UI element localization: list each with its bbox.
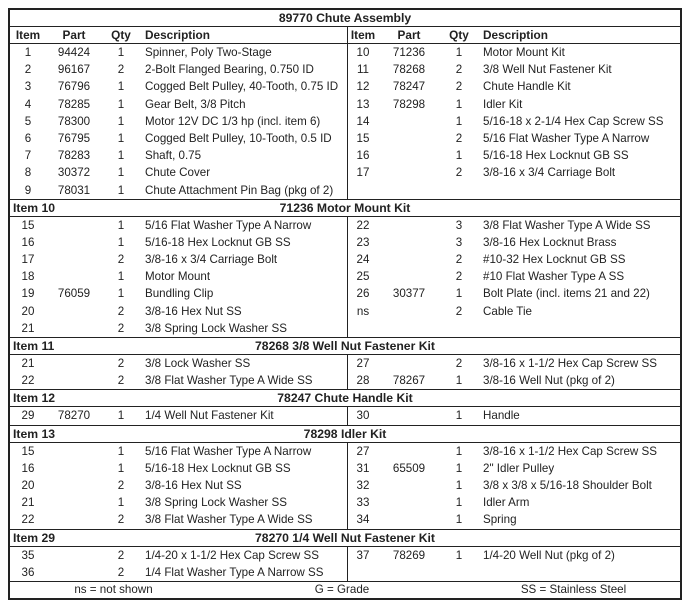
- cell-part: [46, 355, 102, 372]
- cell-item: 17: [21, 253, 35, 267]
- column-header-description: Description: [483, 28, 548, 42]
- cell-part: 30372: [57, 166, 91, 180]
- cell-description: 2-Bolt Flanged Bearing, 0.750 ID: [145, 63, 314, 77]
- table-row: [10, 96, 347, 113]
- section-item-label: Item 10: [13, 200, 56, 215]
- table-row: [348, 44, 679, 61]
- cell-qty: 2: [455, 166, 463, 180]
- cell-qty: 1: [455, 478, 463, 492]
- table-row: [10, 234, 347, 251]
- cell-item: 18: [21, 270, 35, 284]
- cell-item: 8: [24, 166, 32, 180]
- left-column: [10, 44, 348, 199]
- table-row: [10, 372, 347, 389]
- cell-item: 34: [356, 513, 370, 527]
- table-row: [10, 44, 347, 61]
- cell-item: 37: [356, 548, 370, 562]
- cell-part: [378, 113, 440, 130]
- cell-qty: 1: [455, 149, 463, 163]
- cell-description: 1/4 Well Nut Fastener Kit: [145, 409, 274, 423]
- cell-part: 65509: [392, 461, 426, 475]
- cell-part: [378, 147, 440, 164]
- cell-description: Cable Tie: [483, 304, 532, 318]
- cell-qty: 2: [117, 374, 125, 388]
- cell-part: 30377: [392, 287, 426, 301]
- section-item-label: Item 29: [13, 530, 56, 545]
- cell-item: 22: [356, 218, 370, 232]
- table-row: [348, 477, 679, 494]
- cell-part: [378, 268, 440, 285]
- section-body: [10, 547, 680, 582]
- cell-description: 3/8 Flat Washer Type A Wide SS: [145, 513, 313, 527]
- table-row: [348, 547, 679, 564]
- cell-item: 30: [356, 409, 370, 423]
- cell-item: 2: [24, 63, 32, 77]
- section-body: [10, 407, 680, 425]
- cell-qty: 1: [117, 114, 125, 128]
- cell-part: [46, 477, 102, 494]
- cell-qty: 1: [117, 270, 125, 284]
- cell-item: 22: [21, 513, 35, 527]
- cell-item: 16: [21, 461, 35, 475]
- cell-qty: 1: [117, 409, 125, 423]
- cell-description: 3/8-16 x 3/4 Carriage Bolt: [483, 166, 616, 180]
- cell-part: [46, 268, 102, 285]
- cell-description: Idler Arm: [483, 496, 530, 510]
- legend-ns: ns = not shown: [74, 582, 153, 596]
- cell-part: [378, 303, 440, 320]
- section-title: 89770 Chute Assembly: [278, 11, 412, 25]
- cell-qty: 1: [455, 513, 463, 527]
- cell-description: 5/16 Flat Washer Type A Narrow: [145, 218, 312, 232]
- cell-description: 3/8-16 Well Nut (pkg of 2): [483, 374, 615, 388]
- column-header-qty: Qty: [449, 28, 469, 42]
- table-row: [10, 303, 347, 320]
- cell-part: [46, 372, 102, 389]
- cell-description: 3/8-16 Hex Nut SS: [145, 304, 242, 318]
- cell-part: [46, 564, 102, 581]
- table-row: [10, 547, 347, 564]
- cell-description: Motor Mount: [145, 270, 211, 284]
- cell-part: [378, 494, 440, 511]
- cell-part: 76796: [57, 80, 91, 94]
- cell-qty: 1: [455, 496, 463, 510]
- table-row: [348, 217, 679, 234]
- table-row: [10, 477, 347, 494]
- section-title: 78298 Idler Kit: [303, 426, 387, 441]
- cell-part: 96167: [57, 63, 91, 77]
- cell-item: 19: [21, 287, 35, 301]
- cell-item: 12: [356, 80, 370, 94]
- section-title: 71236 Motor Mount Kit: [279, 200, 411, 215]
- cell-item: 14: [356, 114, 370, 128]
- table-row: [348, 96, 679, 113]
- cell-item: 16: [356, 149, 370, 163]
- section-header: [10, 10, 680, 27]
- cell-part: [46, 494, 102, 511]
- table-row: [348, 372, 679, 389]
- cell-part: [378, 407, 440, 424]
- cell-qty: 1: [117, 218, 125, 232]
- column-header-part: Part: [62, 28, 86, 42]
- left-column: [10, 443, 348, 529]
- cell-part: [378, 234, 440, 251]
- cell-description: 1/4-20 x 1-1/2 Hex Cap Screw SS: [145, 548, 319, 562]
- cell-part: [46, 443, 102, 460]
- cell-part: 76059: [57, 287, 91, 301]
- table-row: [10, 147, 347, 164]
- cell-description: Idler Kit: [483, 97, 523, 111]
- table-row: [10, 251, 347, 268]
- cell-item: 21: [21, 321, 35, 335]
- cell-qty: 3: [455, 218, 463, 232]
- cell-qty: 2: [455, 80, 463, 94]
- section-body: [10, 44, 680, 200]
- table-row: [348, 113, 679, 130]
- cell-part: 78247: [392, 80, 426, 94]
- column-header-group: [10, 27, 348, 43]
- cell-description: 5/16-18 Hex Locknut GB SS: [145, 235, 291, 249]
- cell-description: 3/8-16 x 1-1/2 Hex Cap Screw SS: [483, 444, 657, 458]
- cell-qty: 1: [117, 80, 125, 94]
- cell-description: Motor Mount Kit: [483, 46, 565, 59]
- cell-qty: 1: [455, 409, 463, 423]
- column-header-group: [348, 27, 679, 43]
- cell-qty: 1: [117, 444, 125, 458]
- cell-qty: 2: [455, 357, 463, 370]
- table-row: [10, 564, 347, 581]
- cell-item: 23: [356, 235, 370, 249]
- table-row: [10, 460, 347, 477]
- section-title: 78270 1/4 Well Nut Fastener Kit: [255, 530, 435, 545]
- right-column: [348, 217, 679, 337]
- cell-description: 3/8 Spring Lock Washer SS: [145, 496, 287, 510]
- cell-part: [378, 130, 440, 147]
- cell-description: 2" Idler Pulley: [483, 461, 555, 475]
- table-row: [10, 61, 347, 78]
- cell-description: 5/16 Flat Washer Type A Narrow: [145, 444, 312, 458]
- cell-item: 20: [21, 478, 35, 492]
- section-header: [10, 530, 680, 547]
- cell-qty: 1: [455, 97, 463, 111]
- cell-item: 20: [21, 304, 35, 318]
- legend-footer: [10, 582, 680, 598]
- table-row: [10, 494, 347, 511]
- cell-part: [46, 460, 102, 477]
- table-row: [10, 182, 347, 199]
- cell-qty: 1: [117, 166, 125, 180]
- table-row: [348, 130, 679, 147]
- cell-qty: 1: [117, 97, 125, 111]
- section-header: [10, 338, 680, 355]
- cell-item: 16: [21, 235, 35, 249]
- cell-item: 10: [356, 46, 370, 59]
- cell-description: Bundling Clip: [145, 287, 214, 301]
- column-header-item: Item: [15, 28, 41, 42]
- table-row: [10, 320, 347, 337]
- cell-item: 31: [356, 461, 370, 475]
- cell-part: [378, 443, 440, 460]
- right-column: [348, 44, 679, 199]
- table-row: [10, 443, 347, 460]
- cell-part: 78270: [57, 409, 91, 423]
- section-body: [10, 355, 680, 390]
- cell-qty: 1: [455, 548, 463, 562]
- cell-item: 27: [356, 357, 370, 370]
- cell-part: [46, 251, 102, 268]
- table-row: [348, 355, 679, 372]
- cell-part: [46, 217, 102, 234]
- cell-description: Bolt Plate (incl. items 21 and 22): [483, 287, 650, 301]
- cell-description: Chute Cover: [145, 166, 211, 180]
- section-header: [10, 390, 680, 407]
- cell-qty: 1: [117, 496, 125, 510]
- cell-item: 3: [24, 80, 32, 94]
- cell-item: 27: [356, 444, 370, 458]
- left-column: [10, 547, 348, 581]
- section-item-label: Item 11: [13, 339, 55, 353]
- cell-qty: 2: [117, 565, 125, 579]
- cell-item: 35: [21, 548, 35, 562]
- cell-description: 1/4 Flat Washer Type A Narrow SS: [145, 565, 324, 579]
- table-row: [10, 130, 347, 147]
- cell-item: 36: [21, 565, 35, 579]
- section-body: [10, 443, 680, 530]
- cell-qty: 1: [117, 131, 125, 145]
- cell-qty: 2: [117, 513, 125, 527]
- table-row: [348, 511, 679, 528]
- cell-description: 3/8-16 Hex Locknut Brass: [483, 235, 617, 249]
- cell-qty: 2: [117, 304, 125, 318]
- cell-part: 78269: [392, 548, 426, 562]
- cell-qty: 2: [117, 478, 125, 492]
- column-header-description: Description: [145, 28, 210, 42]
- table-row: [348, 251, 679, 268]
- cell-description: 3/8 Well Nut Fastener Kit: [483, 63, 612, 77]
- cell-part: 78298: [392, 97, 426, 111]
- section-item-label: Item 12: [13, 391, 56, 406]
- table-row: [348, 303, 679, 320]
- cell-qty: 2: [455, 63, 463, 77]
- section-body: [10, 217, 680, 338]
- cell-item: 1: [24, 46, 32, 59]
- cell-description: 3/8 Flat Washer Type A Wide SS: [145, 374, 313, 388]
- cell-item: 26: [356, 287, 370, 301]
- cell-qty: 1: [455, 114, 463, 128]
- table-row: [348, 285, 679, 302]
- cell-part: [46, 234, 102, 251]
- cell-item: 25: [356, 270, 370, 284]
- table-row: [10, 78, 347, 95]
- cell-qty: 2: [117, 253, 125, 267]
- parts-table: [8, 8, 682, 600]
- cell-item: 33: [356, 496, 370, 510]
- cell-part: [378, 355, 440, 372]
- cell-qty: 2: [455, 270, 463, 284]
- cell-qty: 1: [455, 46, 463, 59]
- cell-item: 4: [24, 97, 32, 111]
- table-row: [10, 285, 347, 302]
- table-row: [10, 511, 347, 528]
- cell-item: 11: [356, 63, 370, 77]
- cell-description: Cogged Belt Pulley, 10-Tooth, 0.5 ID: [145, 131, 332, 145]
- cell-description: 5/16-18 Hex Locknut GB SS: [145, 461, 291, 475]
- cell-part: [46, 320, 102, 337]
- cell-description: 3/8 Lock Washer SS: [145, 357, 251, 370]
- cell-part: [378, 511, 440, 528]
- table-row: [348, 268, 679, 285]
- cell-item: 28: [356, 374, 370, 388]
- cell-item: 24: [356, 253, 370, 267]
- cell-item: 17: [356, 166, 370, 180]
- cell-qty: 1: [117, 149, 125, 163]
- cell-qty: 1: [455, 461, 463, 475]
- column-headers: [10, 27, 680, 44]
- column-header-qty: Qty: [111, 28, 131, 42]
- cell-item: 13: [356, 97, 370, 111]
- cell-qty: 3: [455, 235, 463, 249]
- cell-item: 15: [21, 444, 35, 458]
- cell-qty: 1: [117, 183, 125, 197]
- cell-qty: 2: [117, 321, 125, 335]
- cell-part: 78031: [57, 183, 91, 197]
- left-column: [10, 407, 348, 424]
- table-row: [348, 61, 679, 78]
- cell-description: Chute Attachment Pin Bag (pkg of 2): [145, 183, 334, 197]
- cell-part: 78267: [392, 374, 426, 388]
- cell-qty: 2: [455, 131, 463, 145]
- cell-qty: 1: [455, 287, 463, 301]
- table-row: [348, 494, 679, 511]
- cell-qty: 2: [455, 304, 463, 318]
- table-row: [10, 164, 347, 181]
- table-row: [348, 460, 679, 477]
- cell-part: [46, 511, 102, 528]
- cell-part: [378, 217, 440, 234]
- cell-description: 3/8-16 x 3/4 Carriage Bolt: [145, 253, 278, 267]
- cell-description: 3/8 Spring Lock Washer SS: [145, 321, 287, 335]
- cell-description: Handle: [483, 409, 520, 423]
- table-row: [348, 147, 679, 164]
- cell-qty: 1: [117, 235, 125, 249]
- cell-part: 78268: [392, 63, 426, 77]
- legend-ss: SS = Stainless Steel: [520, 582, 627, 596]
- table-row: [10, 407, 347, 424]
- table-row: [10, 217, 347, 234]
- right-column: [348, 547, 679, 581]
- cell-description: 3/8-16 Hex Nut SS: [145, 478, 242, 492]
- left-column: [10, 355, 348, 389]
- cell-item: 15: [21, 218, 35, 232]
- cell-qty: 2: [117, 357, 125, 370]
- cell-description: Gear Belt, 3/8 Pitch: [145, 97, 246, 111]
- cell-qty: 2: [117, 63, 125, 77]
- section-title: 78268 3/8 Well Nut Fastener Kit: [255, 339, 435, 353]
- right-column: [348, 355, 679, 389]
- cell-part: 78300: [57, 114, 91, 128]
- cell-part: [378, 251, 440, 268]
- cell-part: [378, 477, 440, 494]
- cell-description: 3/8 Flat Washer Type A Wide SS: [483, 218, 651, 232]
- table-row: [10, 355, 347, 372]
- column-header-part: Part: [397, 28, 421, 42]
- cell-description: #10 Flat Washer Type A SS: [483, 270, 625, 284]
- cell-item: 5: [24, 114, 32, 128]
- cell-part: [378, 164, 440, 181]
- cell-part: 78285: [57, 97, 91, 111]
- cell-qty: 1: [117, 46, 125, 59]
- cell-description: 5/16-18 x 2-1/4 Hex Cap Screw SS: [483, 114, 664, 128]
- cell-item: 22: [21, 374, 35, 388]
- right-column: [348, 443, 679, 529]
- table-row: [348, 164, 679, 181]
- table-row: [348, 234, 679, 251]
- cell-part: 76795: [57, 131, 91, 145]
- table-row: [10, 113, 347, 130]
- cell-qty: 2: [455, 253, 463, 267]
- cell-item: 15: [356, 131, 370, 145]
- cell-qty: 1: [455, 444, 463, 458]
- cell-qty: 1: [117, 287, 125, 301]
- cell-description: Motor 12V DC 1/3 hp (incl. item 6): [145, 114, 321, 128]
- cell-description: Chute Handle Kit: [483, 80, 571, 94]
- cell-item: ns: [356, 304, 370, 318]
- table-row: [348, 407, 679, 424]
- right-column: [348, 407, 679, 424]
- cell-item: 21: [21, 496, 35, 510]
- cell-qty: 2: [117, 548, 125, 562]
- cell-qty: 1: [117, 461, 125, 475]
- cell-part: 78283: [57, 149, 91, 163]
- column-header-item: Item: [350, 28, 376, 42]
- cell-description: Spinner, Poly Two-Stage: [145, 46, 272, 59]
- cell-part: [46, 547, 102, 564]
- cell-item: 29: [21, 409, 35, 423]
- legend-g: G = Grade: [314, 582, 370, 596]
- cell-description: Spring: [483, 513, 517, 527]
- section-header: [10, 426, 680, 443]
- cell-description: Shaft, 0.75: [145, 149, 202, 163]
- cell-part: 94424: [57, 46, 91, 59]
- cell-description: 5/16 Flat Washer Type A Narrow: [483, 131, 650, 145]
- section-title: 78247 Chute Handle Kit: [277, 391, 413, 406]
- table-row: [10, 268, 347, 285]
- cell-description: 1/4-20 Well Nut (pkg of 2): [483, 548, 615, 562]
- left-column: [10, 217, 348, 337]
- cell-item: 9: [24, 183, 32, 197]
- cell-qty: 1: [455, 374, 463, 388]
- cell-item: 21: [21, 357, 35, 370]
- cell-item: 7: [24, 149, 32, 163]
- cell-item: 32: [356, 478, 370, 492]
- cell-description: 3/8 x 3/8 x 5/16-18 Shoulder Bolt: [483, 478, 652, 492]
- cell-description: #10-32 Hex Locknut GB SS: [483, 253, 626, 267]
- cell-part: [46, 303, 102, 320]
- table-row: [348, 78, 679, 95]
- cell-description: 5/16-18 Hex Locknut GB SS: [483, 149, 629, 163]
- section-header: [10, 200, 680, 217]
- cell-description: Cogged Belt Pulley, 40-Tooth, 0.75 ID: [145, 80, 339, 94]
- cell-part: 71236: [392, 46, 426, 59]
- cell-description: 3/8-16 x 1-1/2 Hex Cap Screw SS: [483, 357, 657, 370]
- cell-item: 6: [24, 131, 32, 145]
- table-row: [348, 443, 679, 460]
- section-item-label: Item 13: [13, 426, 56, 441]
